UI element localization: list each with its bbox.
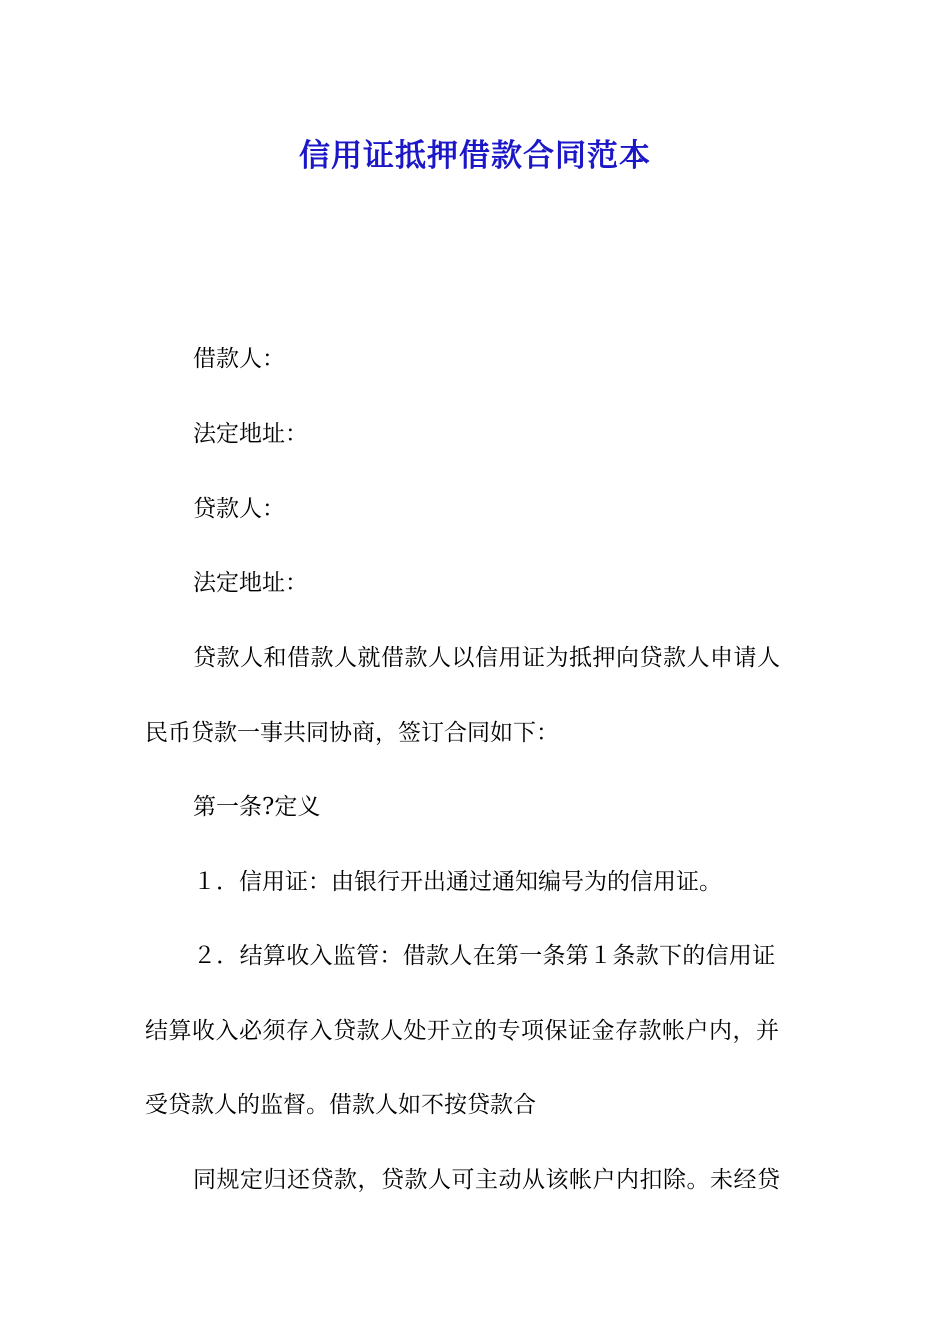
preamble-line-1: 贷款人和借款人就借款人以信用证为抵押向贷款人申请人 (193, 645, 781, 671)
lender-address-label: 法定地址： (193, 570, 308, 596)
borrower-label: 借款人： (193, 346, 285, 372)
clause-1-2-line-2: 结算收入必须存入贷款人处开立的专项保证金存款帐户内，并 (145, 1018, 780, 1044)
article-1-heading: 第一条?定义 (193, 794, 321, 820)
lender-label: 贷款人： (193, 496, 285, 522)
clause-1-2-line-3: 受贷款人的监督。借款人如不按贷款合 (145, 1092, 536, 1118)
clause-1-1: １．信用证：由银行开出通过通知编号为的信用证。 (193, 869, 722, 895)
preamble-line-2: 民币贷款一事共同协商，签订合同如下： (145, 720, 559, 746)
borrower-address-label: 法定地址： (193, 421, 308, 447)
clause-1-2-continuation: 同规定归还贷款，贷款人可主动从该帐户内扣除。未经贷 (193, 1167, 781, 1193)
document-title: 信用证抵押借款合同范本 (299, 138, 651, 174)
clause-1-2-line-1: ２．结算收入监管：借款人在第一条第１条款下的信用证 (193, 943, 776, 969)
